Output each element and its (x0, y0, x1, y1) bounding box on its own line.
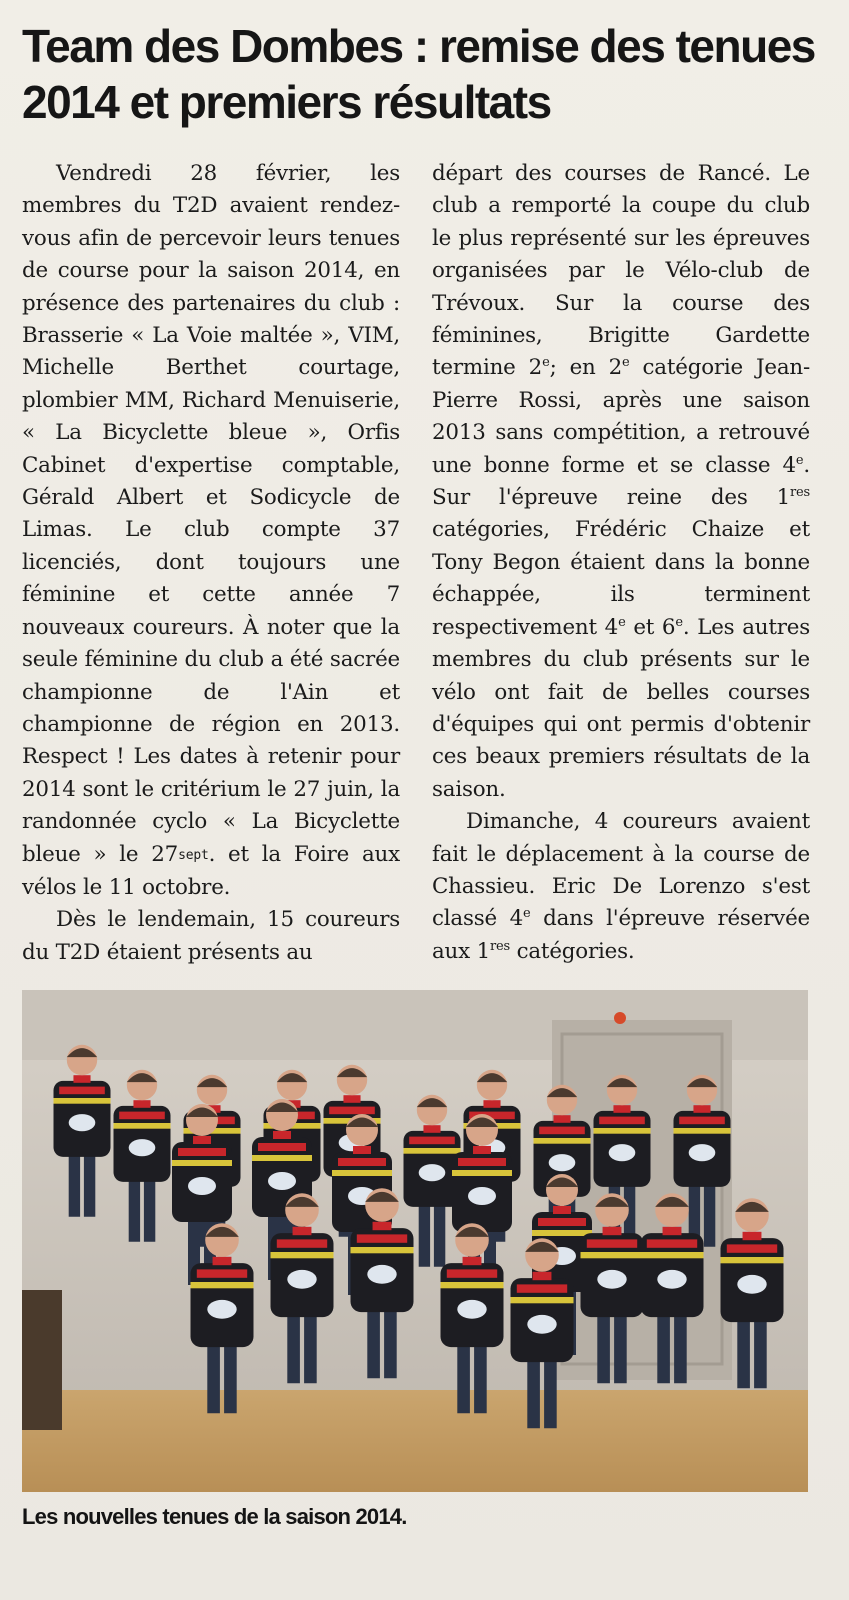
jersey-band (59, 1087, 105, 1095)
jersey-band (119, 1112, 165, 1120)
jersey-logo (597, 1270, 626, 1289)
jersey-stripe (54, 1098, 111, 1104)
collar (743, 1232, 762, 1240)
jersey-band (338, 1158, 386, 1166)
jersey-band (458, 1158, 506, 1166)
leg (754, 1315, 767, 1389)
collar (533, 1272, 552, 1280)
jersey-stripe (721, 1257, 784, 1263)
jersey-stripe (674, 1128, 731, 1134)
collar (133, 1100, 150, 1108)
wall-light (614, 1012, 626, 1024)
collar (463, 1257, 482, 1265)
table-left (22, 1290, 62, 1430)
jersey-logo (129, 1139, 156, 1156)
jersey-stripe (441, 1282, 504, 1288)
jersey-stripe (534, 1138, 591, 1144)
jersey-stripe (581, 1252, 644, 1258)
leg (434, 1200, 445, 1267)
jersey-band (599, 1117, 645, 1125)
article-paragraph: Vendredi 28 février, les membres du T2D avaient rendez-vous afin de percevoir leurs tenues de course pour la saison 2014, en présence des partenaires du club : Brasserie « La Voie maltée », VIM, Michelle Berthet courtage, plombier MM, Richard Menuiserie, « La Bicyclette bleue », Orfis Cabinet d'expertise comptable, Gérald Albert et Sodicycle de Limas. Le club compte 37 licenciés, dont toujours une féminine et cette année 7 nouveaux coureurs. À noter que la seule féminine du club a été sacrée championne de l'Ain et championne de région en 2013. Respect ! Les dates à retenir pour 2014 sont le critérium le 27 juin, la randonnée cyclo « La Bicyclette bleue » le 27sept. et la Foire aux vélos le 11 octobre. (22, 161, 400, 900)
jersey-logo (549, 1154, 576, 1171)
collar (353, 1146, 371, 1154)
jersey-logo (419, 1164, 446, 1181)
leg (384, 1305, 397, 1379)
collar (343, 1095, 360, 1103)
jersey-band (587, 1239, 637, 1247)
collar (473, 1146, 491, 1154)
leg (457, 1340, 470, 1414)
collar (213, 1257, 232, 1265)
collar (553, 1206, 571, 1214)
jersey-band (409, 1137, 455, 1145)
collar (423, 1125, 440, 1133)
collar (193, 1136, 211, 1144)
collar (483, 1100, 500, 1108)
leg (84, 1150, 95, 1217)
jersey-stripe (594, 1128, 651, 1134)
floor (22, 1390, 808, 1492)
jersey-stripe (351, 1247, 414, 1253)
jersey-stripe (271, 1252, 334, 1258)
jersey-stripe (511, 1297, 574, 1303)
leg (704, 1180, 715, 1247)
jersey-band (258, 1143, 306, 1151)
jersey-logo (188, 1177, 216, 1195)
jersey-logo (689, 1144, 716, 1161)
leg (657, 1310, 670, 1384)
leg (674, 1310, 687, 1384)
leg (224, 1340, 237, 1414)
leg (544, 1355, 557, 1429)
jersey-band (277, 1239, 327, 1247)
collar (293, 1227, 312, 1235)
jersey-band (357, 1234, 407, 1242)
leg (69, 1150, 80, 1217)
leg (207, 1340, 220, 1414)
jersey-logo (69, 1114, 96, 1131)
jersey-band (197, 1269, 247, 1277)
jersey-band (538, 1218, 586, 1226)
leg (419, 1200, 430, 1267)
jersey-stripe (452, 1170, 512, 1176)
collar (693, 1105, 710, 1113)
jersey-stripe (252, 1155, 312, 1161)
leg (304, 1310, 317, 1384)
jersey-stripe (532, 1230, 592, 1236)
collar (603, 1227, 622, 1235)
abbr-sept: sept (178, 847, 209, 863)
article-column-right (432, 158, 810, 968)
jersey-band (539, 1127, 585, 1135)
leg (614, 1310, 627, 1384)
jersey-logo (737, 1275, 766, 1294)
jersey-band (329, 1107, 375, 1115)
jersey-logo (527, 1315, 556, 1334)
jersey-band (679, 1117, 725, 1125)
leg (474, 1340, 487, 1414)
article-paragraph: Dimanche, 4 coureurs avaient fait le déplacement à la course de Chassieu. Eric De Lorenzo s'est classé 4e dans l'épreuve réservée aux 1res catégories. (432, 809, 810, 964)
collar (73, 1075, 90, 1083)
jersey-stripe (641, 1252, 704, 1258)
jersey-logo (609, 1144, 636, 1161)
photo-caption: Les nouvelles tenues de la saison 2014. (22, 1504, 407, 1529)
jersey-logo (657, 1270, 686, 1289)
collar (273, 1131, 291, 1139)
jersey-stripe (172, 1160, 232, 1166)
jersey-stripe (114, 1123, 171, 1129)
article-paragraph: départ des courses de Rancé. Le club a remporté la coupe du club le plus représenté sur les épreuves organisées par le Vélo-club de Trévoux. Sur la course des féminines, Brigitte Gardette termine 2e; en 2e catégorie Jean-Pierre Rossi, après une saison 2013 sans compétition, a retrouvé une bonne forme et se classe 4e. Sur l'épreuve reine des 1res catégories, Frédéric Chaize et Tony Begon étaient dans la bonne échappée, ils terminent respectivement 4e et 6e. Les autres membres du club présents sur le vélo ont fait de belles courses d'équipes qui ont permis d'obtenir ces beaux premiers résultats de la saison. (432, 161, 811, 802)
leg (597, 1310, 610, 1384)
collar (613, 1105, 630, 1113)
jersey-stripe (191, 1282, 254, 1288)
jersey-band (178, 1148, 226, 1156)
leg (287, 1310, 300, 1384)
jersey-logo (268, 1172, 296, 1190)
leg (737, 1315, 750, 1389)
jersey-band (647, 1239, 697, 1247)
jersey-logo (468, 1187, 496, 1205)
jersey-band (447, 1269, 497, 1277)
article-headline: Team des Dombes : remise des tenues 2014 et premiers résultats (22, 20, 815, 128)
leg (129, 1175, 140, 1242)
leg (144, 1175, 155, 1242)
article-paragraph: Dès le lendemain, 15 coureurs du T2D étaient présents au (22, 907, 400, 965)
jersey-logo (457, 1300, 486, 1319)
leg (367, 1305, 380, 1379)
jersey-stripe (404, 1148, 461, 1154)
jersey-band (727, 1244, 777, 1252)
team-photo (22, 990, 808, 1492)
collar (663, 1227, 682, 1235)
jersey-logo (287, 1270, 316, 1289)
article-column-left (22, 158, 400, 969)
jersey-logo (367, 1265, 396, 1284)
leg (527, 1355, 540, 1429)
jersey-stripe (332, 1170, 392, 1176)
jersey-logo (207, 1300, 236, 1319)
team-photo-illustration (22, 990, 808, 1492)
collar (553, 1115, 570, 1123)
jersey-band (517, 1284, 567, 1292)
collar (373, 1222, 392, 1230)
